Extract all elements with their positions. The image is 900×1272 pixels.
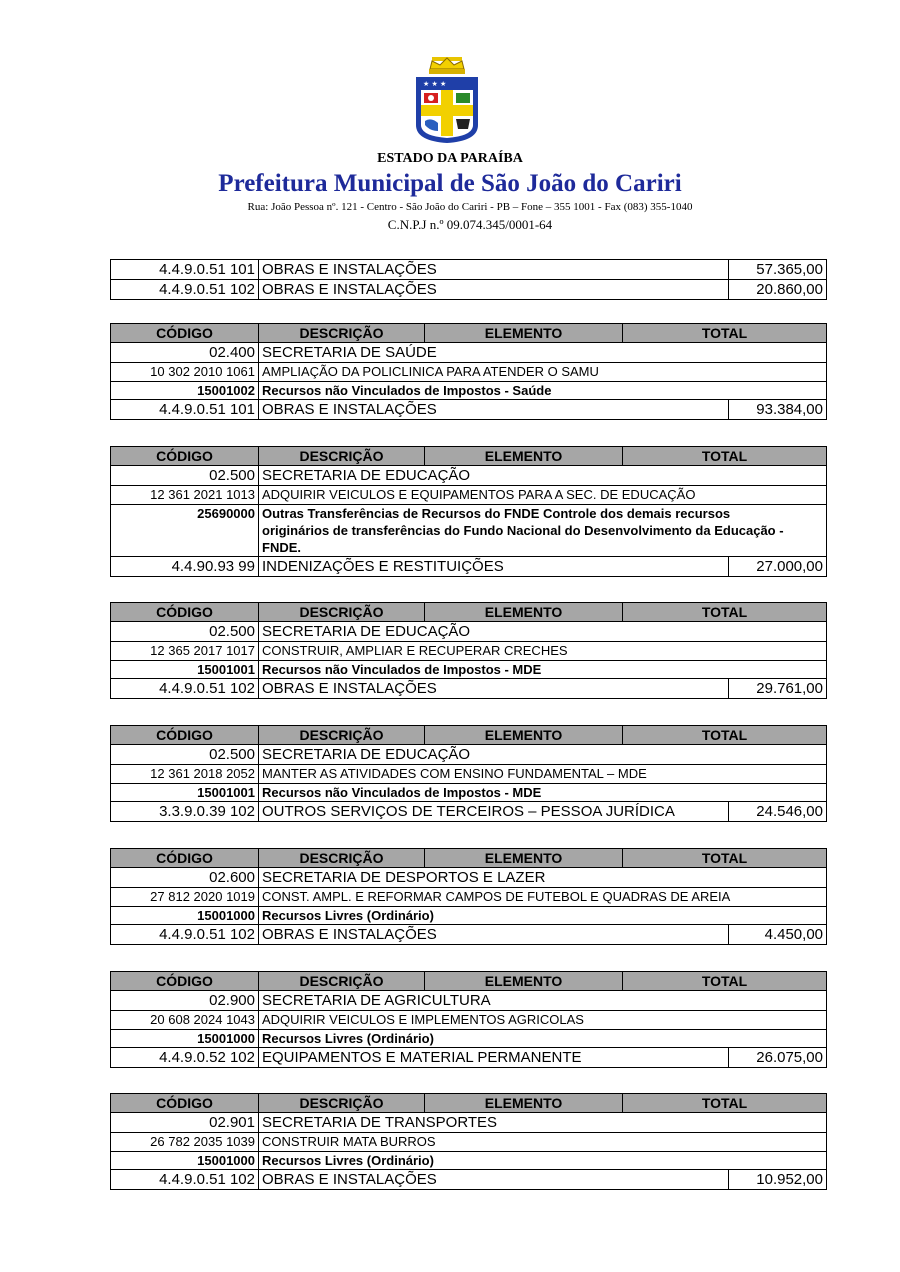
source-row bbox=[111, 382, 827, 400]
source-row bbox=[111, 1152, 827, 1170]
element-description: OBRAS E INSTALAÇÕES bbox=[259, 1170, 729, 1190]
secretary-code: 02.901 bbox=[111, 1113, 259, 1133]
budget-block-table bbox=[110, 848, 827, 945]
program-row bbox=[111, 1133, 827, 1152]
source-code: 15001000 bbox=[111, 907, 259, 925]
column-header-row bbox=[111, 849, 827, 868]
secretary-name: SECRETARIA DE EDUCAÇÃO bbox=[259, 745, 827, 765]
program-code: 12 365 2017 1017 bbox=[111, 642, 259, 661]
source-row bbox=[111, 1030, 827, 1048]
amount: 4.450,00 bbox=[729, 925, 827, 945]
state-title: ESTADO DA PARAÍBA bbox=[377, 151, 523, 166]
element-code: 4.4.9.0.51 102 bbox=[111, 280, 259, 300]
secretary-row bbox=[111, 1113, 827, 1133]
source-description: Recursos Livres (Ordinário) bbox=[259, 1152, 827, 1170]
element-code: 4.4.9.0.51 102 bbox=[111, 1170, 259, 1190]
program-description: CONST. AMPL. E REFORMAR CAMPOS DE FUTEBOL E QUADRAS DE AREIA bbox=[259, 888, 827, 907]
element-description: OBRAS E INSTALAÇÕES bbox=[259, 400, 729, 420]
secretary-row bbox=[111, 991, 827, 1011]
secretary-name: SECRETARIA DE AGRICULTURA bbox=[259, 991, 827, 1011]
program-row bbox=[111, 642, 827, 661]
cnpj-line: C.N.P.J n.º 09.074.345/0001-64 bbox=[387, 217, 553, 232]
amount: 26.075,00 bbox=[729, 1048, 827, 1068]
column-header-row bbox=[111, 972, 827, 991]
amount: 57.365,00 bbox=[729, 260, 827, 280]
program-description: CONSTRUIR MATA BURROS bbox=[259, 1133, 827, 1152]
column-header-description: DESCRIÇÃO bbox=[259, 972, 425, 991]
source-row bbox=[111, 907, 827, 925]
program-code: 27 812 2020 1019 bbox=[111, 888, 259, 907]
column-header-description: DESCRIÇÃO bbox=[259, 1094, 425, 1113]
source-description: Recursos não Vinculados de Impostos - Saúde bbox=[259, 382, 827, 400]
element-description: EQUIPAMENTOS E MATERIAL PERMANENTE bbox=[259, 1048, 729, 1068]
source-row bbox=[111, 784, 827, 802]
column-header-total: TOTAL bbox=[623, 972, 827, 991]
source-description: Recursos não Vinculados de Impostos - MDE bbox=[259, 661, 827, 679]
secretary-row bbox=[111, 622, 827, 642]
source-code: 15001000 bbox=[111, 1152, 259, 1170]
column-header-code: CÓDIGO bbox=[111, 1094, 259, 1113]
source-description: Recursos não Vinculados de Impostos - MDE bbox=[259, 784, 827, 802]
program-description: ADQUIRIR VEICULOS E EQUIPAMENTOS PARA A SEC. DE EDUCAÇÃO bbox=[259, 486, 827, 505]
amount: 27.000,00 bbox=[729, 557, 827, 577]
column-header-row bbox=[111, 1094, 827, 1113]
element-code: 4.4.90.93 99 bbox=[111, 557, 259, 577]
table-row bbox=[111, 280, 827, 300]
column-header-code: CÓDIGO bbox=[111, 972, 259, 991]
element-row bbox=[111, 1048, 827, 1068]
program-row bbox=[111, 1011, 827, 1030]
secretary-row bbox=[111, 745, 827, 765]
source-row bbox=[111, 505, 827, 557]
column-header-total: TOTAL bbox=[623, 603, 827, 622]
budget-block-table bbox=[110, 323, 827, 420]
element-row bbox=[111, 400, 827, 420]
source-description: Recursos Livres (Ordinário) bbox=[259, 907, 827, 925]
secretary-name: SECRETARIA DE EDUCAÇÃO bbox=[259, 466, 827, 486]
source-code: 15001002 bbox=[111, 382, 259, 400]
column-header-total: TOTAL bbox=[623, 726, 827, 745]
column-header-element: ELEMENTO bbox=[425, 972, 623, 991]
program-row bbox=[111, 765, 827, 784]
program-description: ADQUIRIR VEICULOS E IMPLEMENTOS AGRICOLAS bbox=[259, 1011, 827, 1030]
element-code: 4.4.9.0.52 102 bbox=[111, 1048, 259, 1068]
municipality-title: Prefeitura Municipal de São João do Cariri bbox=[218, 170, 682, 197]
budget-block-table bbox=[110, 602, 827, 699]
table-row bbox=[111, 260, 827, 280]
svg-text:★ ★ ★: ★ ★ ★ bbox=[423, 80, 447, 88]
secretary-name: SECRETARIA DE TRANSPORTES bbox=[259, 1113, 827, 1133]
continuation-table bbox=[110, 259, 827, 300]
secretary-row bbox=[111, 466, 827, 486]
element-code: 4.4.9.0.51 102 bbox=[111, 925, 259, 945]
program-row bbox=[111, 363, 827, 382]
element-code: 3.3.9.0.39 102 bbox=[111, 802, 259, 822]
column-header-code: CÓDIGO bbox=[111, 324, 259, 343]
column-header-element: ELEMENTO bbox=[425, 726, 623, 745]
element-row bbox=[111, 557, 827, 577]
column-header-total: TOTAL bbox=[623, 447, 827, 466]
amount: 10.952,00 bbox=[729, 1170, 827, 1190]
column-header-total: TOTAL bbox=[623, 1094, 827, 1113]
budget-block-table bbox=[110, 971, 827, 1068]
column-header-description: DESCRIÇÃO bbox=[259, 324, 425, 343]
source-code: 15001001 bbox=[111, 661, 259, 679]
program-code: 10 302 2010 1061 bbox=[111, 363, 259, 382]
amount: 24.546,00 bbox=[729, 802, 827, 822]
budget-block-table bbox=[110, 1093, 827, 1190]
column-header-row bbox=[111, 447, 827, 466]
budget-block-table bbox=[110, 725, 827, 822]
secretary-code: 02.500 bbox=[111, 745, 259, 765]
column-header-element: ELEMENTO bbox=[425, 1094, 623, 1113]
secretary-row bbox=[111, 868, 827, 888]
column-header-code: CÓDIGO bbox=[111, 849, 259, 868]
secretary-row bbox=[111, 343, 827, 363]
secretary-code: 02.500 bbox=[111, 466, 259, 486]
column-header-description: DESCRIÇÃO bbox=[259, 726, 425, 745]
program-code: 12 361 2021 1013 bbox=[111, 486, 259, 505]
budget-block-table bbox=[110, 446, 827, 577]
column-header-description: DESCRIÇÃO bbox=[259, 603, 425, 622]
secretary-name: SECRETARIA DE SAÚDE bbox=[259, 343, 827, 363]
column-header-element: ELEMENTO bbox=[425, 603, 623, 622]
secretary-code: 02.500 bbox=[111, 622, 259, 642]
source-code: 25690000 bbox=[111, 505, 259, 557]
program-code: 26 782 2035 1039 bbox=[111, 1133, 259, 1152]
column-header-element: ELEMENTO bbox=[425, 324, 623, 343]
program-code: 20 608 2024 1043 bbox=[111, 1011, 259, 1030]
element-description: OBRAS E INSTALAÇÕES bbox=[259, 260, 729, 280]
column-header-element: ELEMENTO bbox=[425, 849, 623, 868]
column-header-total: TOTAL bbox=[623, 324, 827, 343]
element-code: 4.4.9.0.51 101 bbox=[111, 400, 259, 420]
program-description: CONSTRUIR, AMPLIAR E RECUPERAR CRECHES bbox=[259, 642, 827, 661]
secretary-code: 02.600 bbox=[111, 868, 259, 888]
element-code: 4.4.9.0.51 101 bbox=[111, 260, 259, 280]
secretary-name: SECRETARIA DE EDUCAÇÃO bbox=[259, 622, 827, 642]
column-header-code: CÓDIGO bbox=[111, 603, 259, 622]
element-description: OBRAS E INSTALAÇÕES bbox=[259, 280, 729, 300]
column-header-total: TOTAL bbox=[623, 849, 827, 868]
secretary-code: 02.400 bbox=[111, 343, 259, 363]
source-description: Recursos Livres (Ordinário) bbox=[259, 1030, 827, 1048]
program-row bbox=[111, 486, 827, 505]
element-description: INDENIZAÇÕES E RESTITUIÇÕES bbox=[259, 557, 729, 577]
column-header-code: CÓDIGO bbox=[111, 726, 259, 745]
element-description: OBRAS E INSTALAÇÕES bbox=[259, 925, 729, 945]
secretary-code: 02.900 bbox=[111, 991, 259, 1011]
column-header-description: DESCRIÇÃO bbox=[259, 849, 425, 868]
column-header-row bbox=[111, 324, 827, 343]
amount: 20.860,00 bbox=[729, 280, 827, 300]
program-code: 12 361 2018 2052 bbox=[111, 765, 259, 784]
source-description: Outras Transferências de Recursos do FNDE Controle dos demais recursos originários de transferências do Fundo Nacional do Desenvolvimento da Educação - FNDE. bbox=[259, 505, 827, 557]
program-row bbox=[111, 888, 827, 907]
column-header-description: DESCRIÇÃO bbox=[259, 447, 425, 466]
secretary-name: SECRETARIA DE DESPORTOS E LAZER bbox=[259, 868, 827, 888]
source-row bbox=[111, 661, 827, 679]
column-header-element: ELEMENTO bbox=[425, 447, 623, 466]
element-code: 4.4.9.0.51 102 bbox=[111, 679, 259, 699]
element-row bbox=[111, 802, 827, 822]
source-code: 15001001 bbox=[111, 784, 259, 802]
column-header-row bbox=[111, 726, 827, 745]
address-line: Rua: João Pessoa nº. 121 - Centro - São João do Cariri - PB – Fone – 355 1001 - Fax (083) 355-1040 bbox=[247, 201, 693, 213]
source-code: 15001000 bbox=[111, 1030, 259, 1048]
element-row bbox=[111, 925, 827, 945]
element-description: OBRAS E INSTALAÇÕES bbox=[259, 679, 729, 699]
element-description: OUTROS SERVIÇOS DE TERCEIROS – PESSOA JURÍDICA bbox=[259, 802, 729, 822]
element-row bbox=[111, 1170, 827, 1190]
element-row bbox=[111, 679, 827, 699]
amount: 93.384,00 bbox=[729, 400, 827, 420]
municipal-coat-of-arms-logo bbox=[412, 55, 482, 145]
column-header-row bbox=[111, 603, 827, 622]
amount: 29.761,00 bbox=[729, 679, 827, 699]
program-description: AMPLIAÇÃO DA POLICLINICA PARA ATENDER O SAMU bbox=[259, 363, 827, 382]
program-description: MANTER AS ATIVIDADES COM ENSINO FUNDAMENTAL – MDE bbox=[259, 765, 827, 784]
column-header-code: CÓDIGO bbox=[111, 447, 259, 466]
